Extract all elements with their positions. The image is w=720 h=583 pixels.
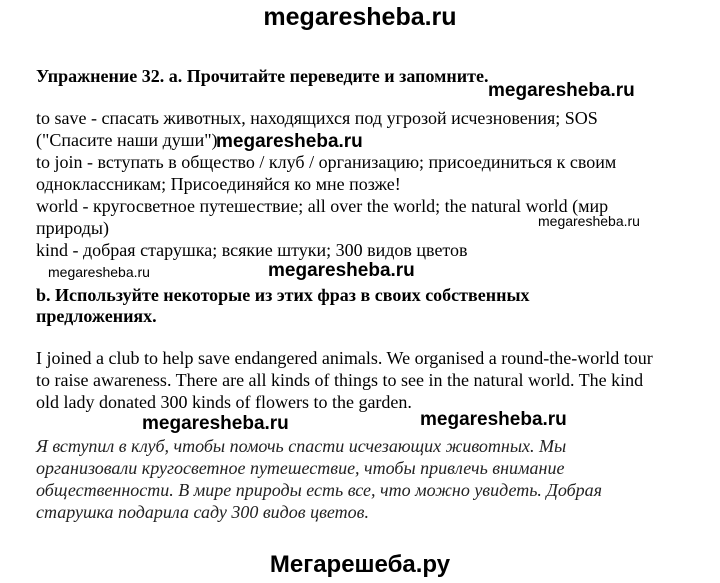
english-line: old lady donated 300 kinds of flowers to the garden. (36, 392, 412, 412)
vocab-line: одноклассникам; Присоединяйся ко мне позже! (36, 174, 401, 194)
vocab-line: to save - спасать животных, находящихся под угрозой исчезновения; SOS (36, 108, 598, 128)
watermark-mid-3: megaresheba.ru (268, 260, 415, 281)
watermark-top: megaresheba.ru (263, 3, 457, 31)
russian-line: организовали кругосветное путешествие, чтобы привлечь внимание (36, 458, 565, 478)
watermark-mid-4: megaresheba.ru (142, 413, 289, 434)
watermark-mid-5: megaresheba.ru (420, 409, 567, 430)
section-b-title: b. Используйте некоторые из этих фраз в своих собственных (36, 285, 530, 305)
vocab-line: природы) (36, 218, 109, 238)
vocab-line: world - кругосветное путешествие; all over the world; the natural world (мир (36, 196, 609, 216)
watermark-mid-2: megaresheba.ru (216, 131, 363, 152)
russian-line: старушка подарила саду 300 видов цветов. (36, 502, 369, 522)
english-line: I joined a club to help save endangered animals. We organised a round-the-world tour (36, 348, 653, 368)
vocab-line: kind - добрая старушка; всякие штуки; 300 видов цветов (36, 240, 468, 260)
english-line: to raise awareness. There are all kinds of things to see in the natural world. The kind (36, 370, 644, 390)
vocab-line: to join - вступать в общество / клуб / организацию; присоединиться к своим (36, 152, 617, 172)
watermark-small-2: megaresheba.ru (48, 264, 150, 280)
russian-line: Я вступил в клуб, чтобы помочь спасти исчезающих животных. Мы (36, 436, 567, 456)
watermark-bottom: Мегарешеба.ру (269, 551, 451, 578)
vocab-line: ("Спасите наши души") (36, 130, 218, 150)
exercise-title: Упражнение 32. a. Прочитайте переведите и запомните. (36, 66, 489, 86)
section-b-title: предложениях. (36, 306, 157, 326)
watermark-mid-1: megaresheba.ru (488, 80, 635, 101)
watermark-small-1: megaresheba.ru (538, 213, 640, 229)
russian-line: общественности. В мире природы есть все, что можно увидеть. Добрая (36, 480, 603, 500)
